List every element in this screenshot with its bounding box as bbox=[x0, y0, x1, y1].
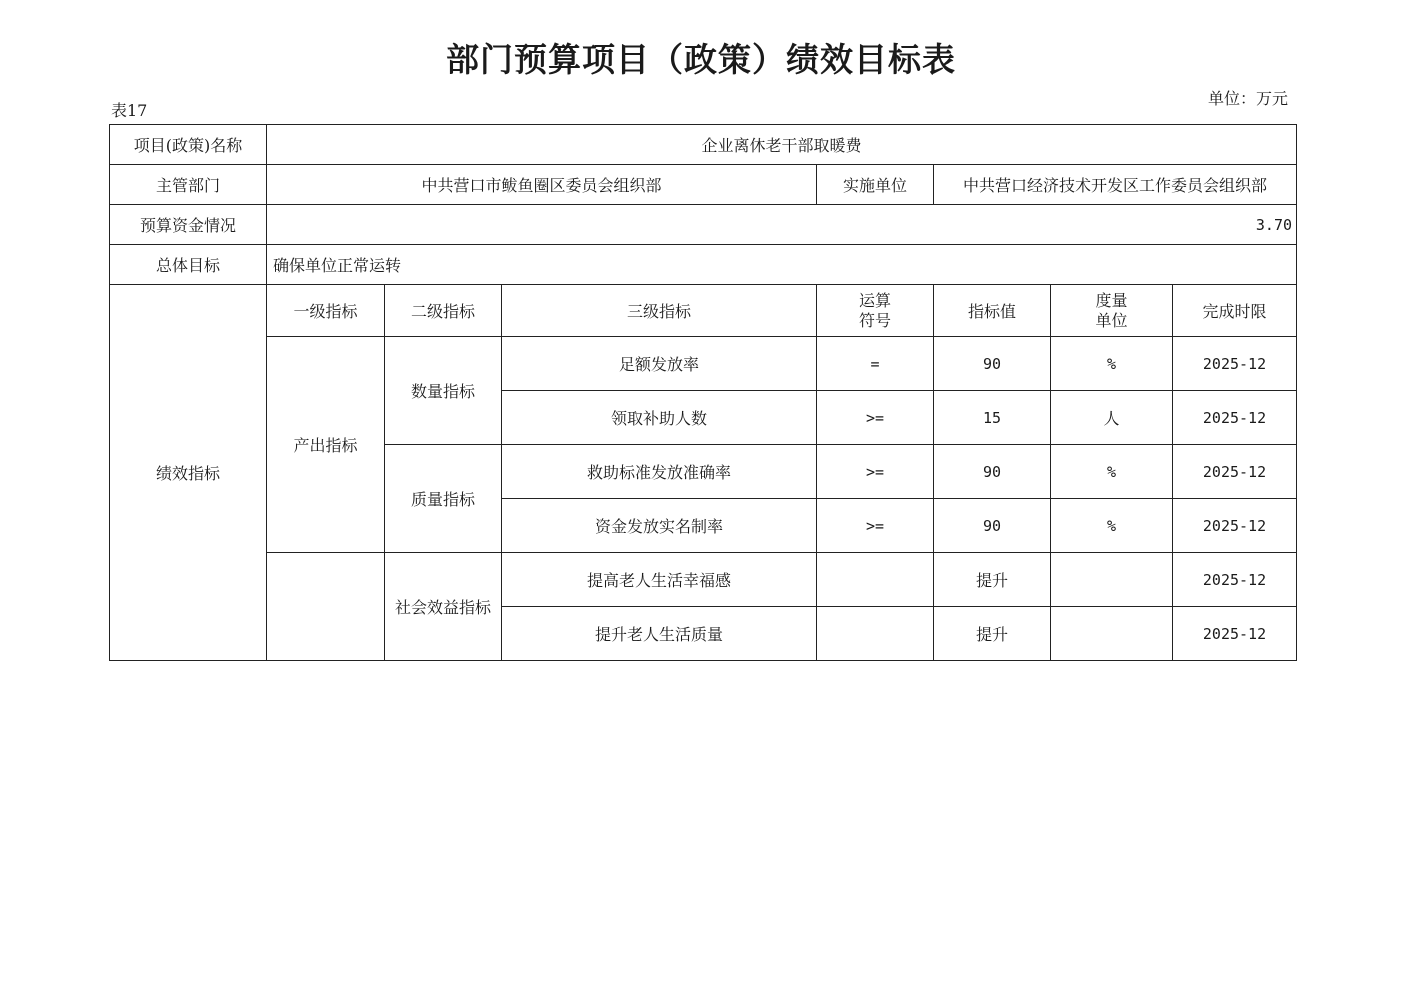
indicator-deadline: 2025-12 bbox=[1173, 553, 1297, 607]
indicator-operator: >= bbox=[817, 391, 934, 445]
indicator-operator: >= bbox=[817, 499, 934, 553]
indicator-operator bbox=[817, 607, 934, 661]
indicator-name: 救助标准发放准确率 bbox=[502, 445, 817, 499]
indicator-unit: % bbox=[1051, 445, 1173, 499]
level2-quality: 质量指标 bbox=[385, 445, 502, 553]
dept-value: 中共营口市鲅鱼圈区委员会组织部 bbox=[267, 165, 817, 205]
indicator-value: 提升 bbox=[934, 607, 1051, 661]
indicator-value: 提升 bbox=[934, 553, 1051, 607]
budget-value: 3.70 bbox=[267, 205, 1297, 245]
indicator-unit: 人 bbox=[1051, 391, 1173, 445]
header-level2: 二级指标 bbox=[385, 285, 502, 337]
indicator-name: 足额发放率 bbox=[502, 337, 817, 391]
indicator-deadline: 2025-12 bbox=[1173, 391, 1297, 445]
indicator-value: 90 bbox=[934, 337, 1051, 391]
impl-label: 实施单位 bbox=[817, 165, 934, 205]
row-project-name bbox=[110, 125, 1297, 165]
indicator-name: 资金发放实名制率 bbox=[502, 499, 817, 553]
indicator-operator: >= bbox=[817, 445, 934, 499]
indicators-section-label: 绩效指标 bbox=[110, 285, 267, 661]
row-department bbox=[110, 165, 1297, 205]
table-number: 表17 bbox=[111, 101, 148, 120]
budget-label: 预算资金情况 bbox=[110, 205, 267, 245]
impl-value: 中共营口经济技术开发区工作委员会组织部 bbox=[934, 165, 1297, 205]
unit-label: 单位：万元 bbox=[1208, 89, 1289, 108]
header-value: 指标值 bbox=[934, 285, 1051, 337]
indicator-value: 90 bbox=[934, 445, 1051, 499]
level2-social: 社会效益指标 bbox=[385, 553, 502, 661]
level1-effect bbox=[267, 553, 385, 661]
indicator-deadline: 2025-12 bbox=[1173, 445, 1297, 499]
performance-table bbox=[109, 124, 1297, 661]
header-level3: 三级指标 bbox=[502, 285, 817, 337]
level2-quantity: 数量指标 bbox=[385, 337, 502, 445]
indicator-name: 提升老人生活质量 bbox=[502, 607, 817, 661]
project-name-label: 项目(政策)名称 bbox=[110, 125, 267, 165]
indicator-name: 提高老人生活幸福感 bbox=[502, 553, 817, 607]
goal-value: 确保单位正常运转 bbox=[267, 245, 1297, 285]
indicator-deadline: 2025-12 bbox=[1173, 607, 1297, 661]
goal-label: 总体目标 bbox=[110, 245, 267, 285]
level1-output: 产出指标 bbox=[267, 337, 385, 553]
indicator-unit: % bbox=[1051, 499, 1173, 553]
indicator-operator: = bbox=[817, 337, 934, 391]
dept-label: 主管部门 bbox=[110, 165, 267, 205]
header-operator bbox=[817, 285, 934, 337]
indicator-header-row bbox=[110, 285, 1297, 337]
row-budget bbox=[110, 205, 1297, 245]
indicator-row bbox=[110, 553, 1297, 607]
indicator-unit bbox=[1051, 607, 1173, 661]
indicator-name: 领取补助人数 bbox=[502, 391, 817, 445]
page-title: 部门预算项目（政策）绩效目标表 bbox=[446, 40, 956, 79]
row-goal bbox=[110, 245, 1297, 285]
indicator-unit bbox=[1051, 553, 1173, 607]
indicator-row bbox=[110, 337, 1297, 391]
header-unit bbox=[1051, 285, 1173, 337]
indicator-deadline: 2025-12 bbox=[1173, 499, 1297, 553]
indicator-deadline: 2025-12 bbox=[1173, 337, 1297, 391]
header-deadline: 完成时限 bbox=[1173, 285, 1297, 337]
project-name-value: 企业离休老干部取暖费 bbox=[267, 125, 1297, 165]
header-level1: 一级指标 bbox=[267, 285, 385, 337]
indicator-value: 15 bbox=[934, 391, 1051, 445]
header-unit-text: 度量单位 bbox=[1095, 290, 1128, 330]
indicator-operator bbox=[817, 553, 934, 607]
indicator-value: 90 bbox=[934, 499, 1051, 553]
header-operator-text: 运算符号 bbox=[858, 290, 891, 330]
indicator-unit: % bbox=[1051, 337, 1173, 391]
